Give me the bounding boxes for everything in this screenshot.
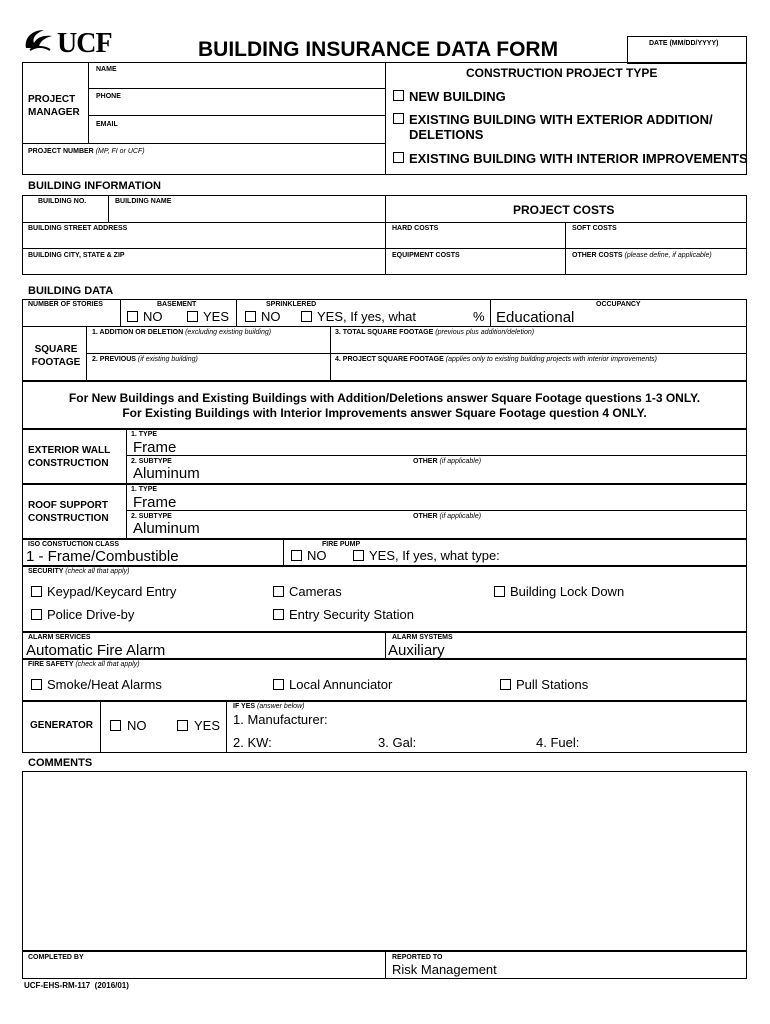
sf-previous-label: 2. PREVIOUS (if existing building) [92, 356, 198, 363]
instructions-line-1: For New Buildings and Existing Buildings with Addition/Deletions answer Square Footage questions 1-3 ONLY. [68, 391, 701, 405]
generator-kw-label: 2. KW: [233, 735, 272, 750]
cameras-label: Cameras [289, 584, 342, 599]
keypad-entry-checkbox[interactable] [31, 586, 42, 597]
building-data-heading: BUILDING DATA [28, 285, 114, 297]
instructions-line-2: For Existing Buildings with Interior Improvements answer Square Footage question 4 ONLY. [122, 406, 647, 420]
basement-no-label: NO [143, 309, 163, 324]
police-driveby-label: Police Drive-by [47, 607, 135, 622]
interior-improvements-label: EXISTING BUILDING WITH INTERIOR IMPROVEMENTS [409, 151, 748, 166]
other-costs-label: OTHER COSTS (please define, if applicable) [572, 252, 712, 259]
alarm-services-value[interactable]: Automatic Fire Alarm [26, 642, 166, 659]
sf-addition-label: 1. ADDITION OR DELETION (excluding existing building) [92, 329, 272, 336]
exterior-addition-label-2: DELETIONS [409, 127, 484, 142]
interior-improvements-checkbox[interactable] [393, 152, 404, 163]
instructions-box [22, 381, 747, 429]
roof-subtype-label: 2. SUBTYPE [131, 513, 172, 520]
iso-label: ISO CONSTUCTION CLASS [28, 541, 120, 548]
comments-heading: COMMENTS [28, 757, 93, 769]
new-building-label: NEW BUILDING [409, 89, 506, 104]
generator-no-label: NO [127, 718, 147, 733]
sprinklered-yes-checkbox[interactable] [301, 311, 312, 322]
basement-label: BASEMENT [157, 301, 197, 308]
smoke-heat-alarms-label: Smoke/Heat Alarms [47, 677, 162, 692]
exterior-addition-label: EXISTING BUILDING WITH EXTERIOR ADDITION/ [409, 112, 713, 127]
alarm-services-label: ALARM SERVICES [28, 634, 91, 641]
exterior-type-label: 1. TYPE [131, 431, 158, 438]
soft-costs-label: SOFT COSTS [572, 225, 617, 232]
occupancy-value[interactable]: Educational [496, 309, 575, 326]
roof-support-label: ROOF SUPPORT CONSTRUCTION [28, 500, 109, 524]
roof-type-label: 1. TYPE [131, 486, 158, 493]
percent-sign: % [473, 309, 485, 324]
basement-yes-label: YES [203, 309, 230, 324]
building-no-label: BUILDING NO. [38, 198, 87, 205]
basement-no-checkbox[interactable] [127, 311, 138, 322]
sprinklered-label: SPRINKLERED [266, 301, 317, 308]
security-label: SECURITY (check all that apply) [28, 568, 130, 575]
comments-box[interactable] [22, 771, 747, 951]
exterior-addition-checkbox[interactable] [393, 113, 404, 124]
iso-value[interactable]: 1 - Frame/Combustible [26, 548, 179, 565]
sf-total-label: 3. TOTAL SQUARE FOOTAGE (previous plus addition/deletion) [335, 329, 535, 336]
generator-fuel-label: 4. Fuel: [536, 735, 580, 750]
entry-security-station-label: Entry Security Station [289, 607, 414, 622]
security-box [22, 566, 747, 632]
ucf-pegasus-logo-icon [22, 28, 58, 54]
building-lockdown-label: Building Lock Down [510, 584, 625, 599]
local-annunciator-checkbox[interactable] [273, 679, 284, 690]
pull-stations-checkbox[interactable] [500, 679, 511, 690]
fire-pump-yes-checkbox[interactable] [353, 550, 364, 561]
generator-yes-label: YES [194, 718, 221, 733]
project-number-label: PROJECT NUMBER (MP, FI or UCF) [28, 148, 145, 155]
exterior-other-label: OTHER (if applicable) [413, 458, 482, 465]
name-label: NAME [96, 66, 117, 73]
roof-subtype-value[interactable]: Aluminum [133, 520, 200, 537]
square-footage-label: SQUARE FOOTAGE [31, 344, 81, 368]
form-title: BUILDING INSURANCE DATA FORM [198, 38, 559, 61]
sprinklered-no-label: NO [261, 309, 281, 324]
keypad-entry-label: Keypad/Keycard Entry [47, 584, 177, 599]
basement-yes-checkbox[interactable] [187, 311, 198, 322]
sf-project-label: 4. PROJECT SQUARE FOOTAGE (applies only to existing building projects with interior improvements) [335, 356, 657, 363]
building-lockdown-checkbox[interactable] [494, 586, 505, 597]
exterior-subtype-value[interactable]: Aluminum [133, 465, 200, 482]
generator-gal-label: 3. Gal: [378, 735, 417, 750]
generator-yes-checkbox[interactable] [177, 720, 188, 731]
stories-label: NUMBER OF STORIES [28, 301, 103, 308]
construction-type-title: CONSTRUCTION PROJECT TYPE [466, 66, 658, 80]
exterior-type-value[interactable]: Frame [133, 439, 177, 456]
police-driveby-checkbox[interactable] [31, 609, 42, 620]
generator-manufacturer-label: 1. Manufacturer: [233, 712, 328, 727]
fire-pump-no-checkbox[interactable] [291, 550, 302, 561]
fire-pump-yes-label: YES, If yes, what type: [369, 548, 500, 563]
logo-text: UCF [57, 28, 112, 59]
local-annunciator-label: Local Annunciator [289, 677, 393, 692]
generator-label: GENERATOR [30, 720, 93, 731]
generator-if-yes-label: IF YES (answer below) [233, 703, 305, 710]
project-manager-label: PROJECT MANAGER [28, 94, 80, 118]
project-costs-heading: PROJECT COSTS [513, 203, 615, 217]
date-label: DATE (MM/DD/YYYY) [649, 40, 719, 47]
equipment-costs-label: EQUIPMENT COSTS [392, 252, 460, 259]
building-name-label: BUILDING NAME [115, 198, 172, 205]
email-label: EMAIL [96, 121, 118, 128]
building-information-heading: BUILDING INFORMATION [28, 180, 162, 192]
occupancy-label: OCCUPANCY [596, 301, 641, 308]
fire-safety-label: FIRE SAFETY (check all that apply) [28, 661, 140, 668]
hard-costs-label: HARD COSTS [392, 225, 439, 232]
alarm-systems-value[interactable]: Auxiliary [388, 642, 445, 659]
reported-to-label: REPORTED TO [392, 954, 443, 961]
roof-type-value[interactable]: Frame [133, 494, 177, 511]
reported-to-value[interactable]: Risk Management [392, 962, 497, 977]
form-id: UCF-EHS-RM-117 (2016/01) [24, 981, 129, 990]
street-label: BUILDING STREET ADDRESS [28, 225, 128, 232]
smoke-heat-alarms-checkbox[interactable] [31, 679, 42, 690]
new-building-checkbox[interactable] [393, 90, 404, 101]
alarm-systems-label: ALARM SYSTEMS [392, 634, 453, 641]
fire-pump-label: FIRE PUMP [322, 541, 361, 548]
completed-by-label: COMPLETED BY [28, 954, 84, 961]
pull-stations-label: Pull Stations [516, 677, 589, 692]
roof-other-label: OTHER (if applicable) [413, 513, 482, 520]
city-label: BUILDING CITY, STATE & ZIP [28, 252, 125, 259]
sprinklered-no-checkbox[interactable] [245, 311, 256, 322]
phone-label: PHONE [96, 93, 121, 100]
generator-no-checkbox[interactable] [110, 720, 121, 731]
entry-security-station-checkbox[interactable] [273, 609, 284, 620]
cameras-checkbox[interactable] [273, 586, 284, 597]
exterior-wall-label: EXTERIOR WALL CONSTRUCTION [28, 445, 111, 469]
fire-pump-no-label: NO [307, 548, 327, 563]
exterior-subtype-label: 2. SUBTYPE [131, 458, 172, 465]
sprinklered-yes-label: YES, If yes, what [317, 309, 416, 324]
